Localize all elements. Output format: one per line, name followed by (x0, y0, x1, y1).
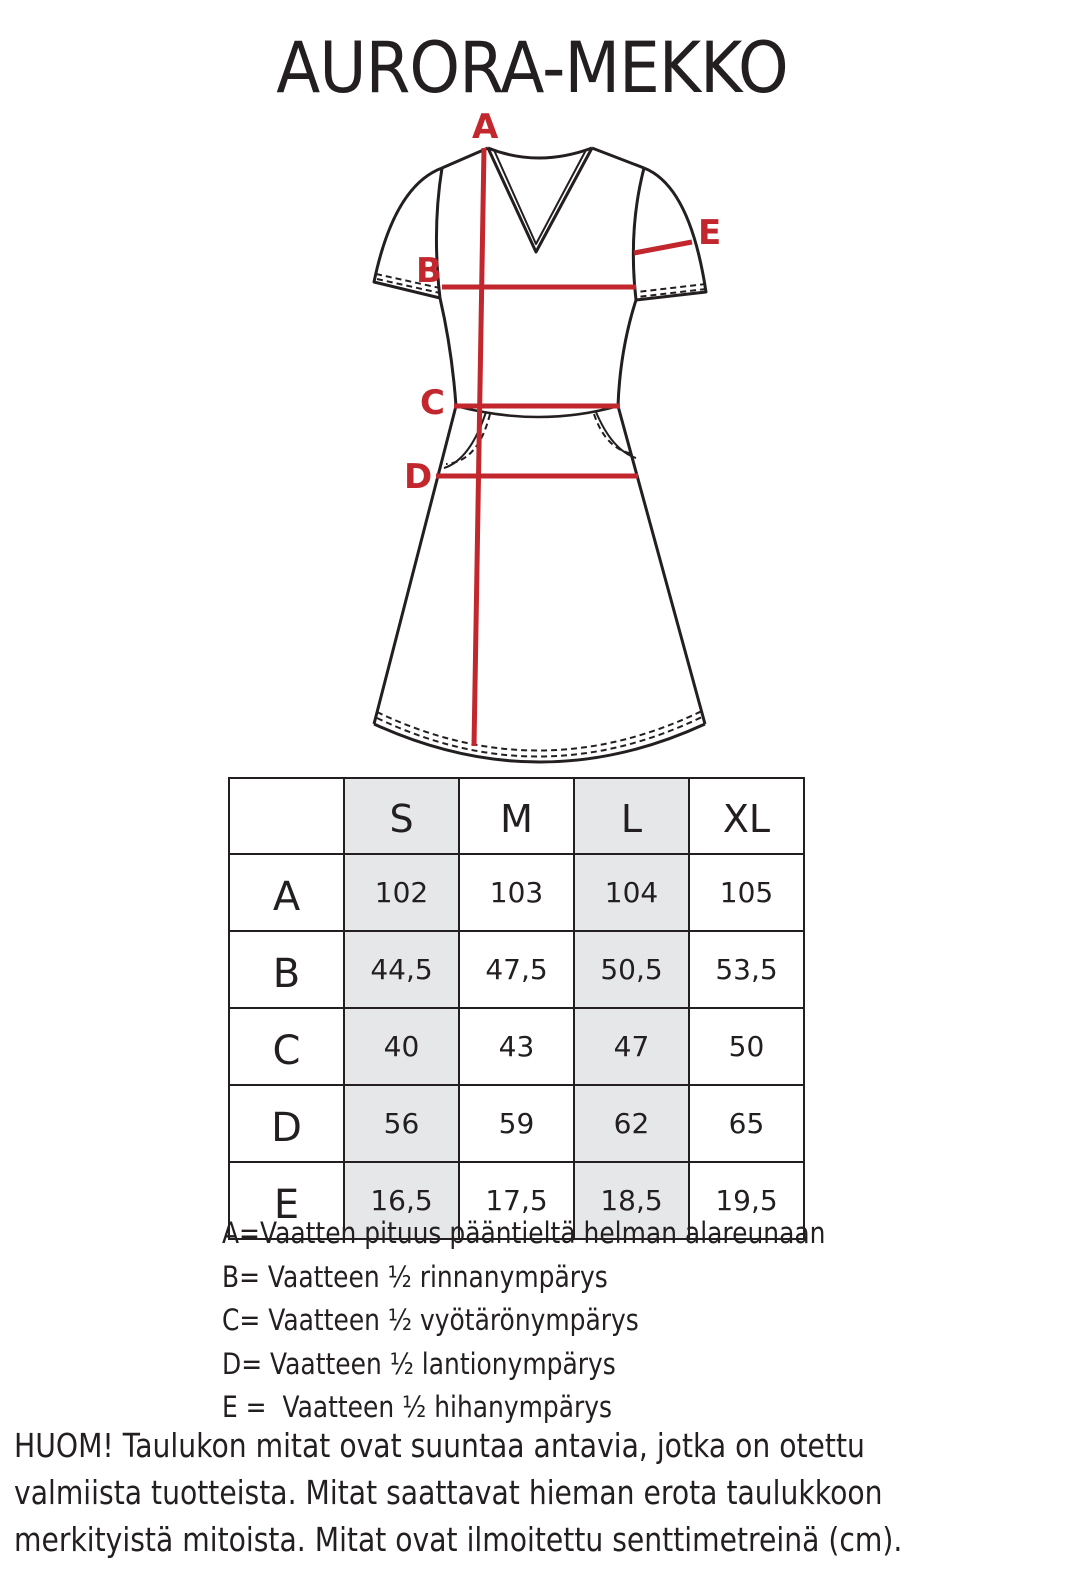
table-cell: 44,5 (344, 931, 459, 1008)
table-row (229, 1085, 804, 1162)
table-cell: 50,5 (574, 931, 689, 1008)
table-cell: 40 (344, 1008, 459, 1085)
size-col-s: S (344, 778, 459, 854)
legend-item-a: A=Vaatten pituus pääntieltä helman alareunaan (222, 1216, 826, 1250)
table-cell: 47 (574, 1008, 689, 1085)
legend-item-e: E = Vaatteen ½ hihanympärys (222, 1390, 613, 1424)
size-col-l: L (574, 778, 689, 854)
legend-item-b: B= Vaatteen ½ rinnanympärys (222, 1259, 608, 1294)
label-c: C (420, 383, 445, 423)
disclaimer-note (14, 1422, 902, 1563)
row-label: A (229, 854, 344, 931)
size-header-row (229, 778, 804, 854)
table-cell: 102 (344, 854, 459, 931)
table-cell: 16,5 (344, 1162, 459, 1239)
note-line: HUOM! Taulukon mitat ovat suuntaa antavia, jotka on otettu (14, 1426, 865, 1465)
table-cell: 105 (689, 854, 804, 931)
table-cell: 43 (459, 1008, 574, 1085)
table-cell: 62 (574, 1085, 689, 1162)
table-cell: 17,5 (459, 1162, 574, 1239)
row-label: D (229, 1085, 344, 1162)
label-b: B (416, 251, 442, 291)
label-e: E (698, 213, 722, 253)
table-cell: 56 (344, 1085, 459, 1162)
measure-lines (436, 148, 692, 746)
row-label: B (229, 931, 344, 1008)
table-row (229, 1008, 804, 1085)
table-cell: 59 (459, 1085, 574, 1162)
table-cell: 50 (689, 1008, 804, 1085)
dress-outline (374, 148, 706, 762)
table-cell: 103 (459, 854, 574, 931)
stitch-lines (376, 274, 706, 757)
label-a: A (472, 107, 499, 147)
size-col-m: M (459, 778, 574, 854)
table-cell: 18,5 (574, 1162, 689, 1239)
table-cell: 104 (574, 854, 689, 931)
label-d: D (404, 457, 433, 497)
note-line: valmiista tuotteista. Mitat saattavat hieman erota taulukkoon (14, 1473, 883, 1512)
legend-item-d: D= Vaatteen ½ lantionympärys (222, 1346, 616, 1381)
table-cell: 53,5 (689, 931, 804, 1008)
row-label: E (229, 1162, 344, 1239)
table-row (229, 854, 804, 931)
size-col-xl: XL (689, 778, 804, 854)
table-cell: 65 (689, 1085, 804, 1162)
note-line: merkityistä mitoista. Mitat ovat ilmoitettu senttimetreinä (cm). (14, 1520, 903, 1559)
legend-item-c: C= Vaatteen ½ vyötärönympärys (222, 1303, 639, 1337)
page-title: AURORA-MEKKO (276, 27, 788, 109)
corner-cell (229, 778, 344, 854)
dress-diagram (0, 0, 1080, 780)
table-row (229, 931, 804, 1008)
size-table (228, 777, 805, 1240)
measurement-legend (222, 1212, 825, 1430)
row-label: C (229, 1008, 344, 1085)
table-cell: 47,5 (459, 931, 574, 1008)
table-cell: 19,5 (689, 1162, 804, 1239)
